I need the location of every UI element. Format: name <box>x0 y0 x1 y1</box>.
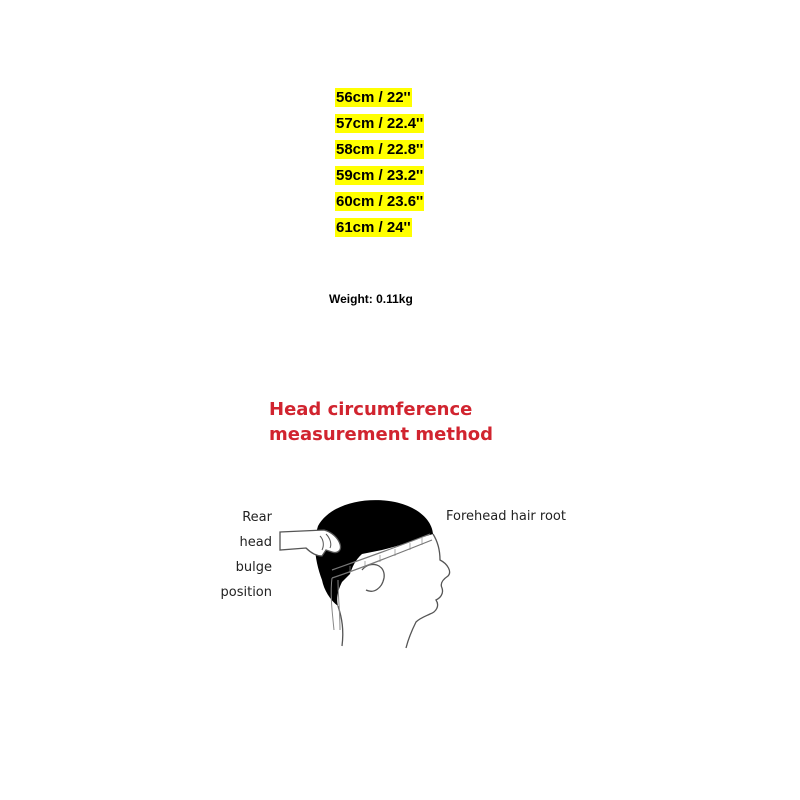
label-line: Rear <box>242 510 272 525</box>
label-line: head <box>239 535 272 550</box>
label-line: bulge <box>235 560 272 575</box>
hair-shape <box>315 500 433 606</box>
forehead-label: Forehead hair root <box>446 509 566 524</box>
size-item <box>335 140 424 166</box>
size-label: 56cm / 22'' <box>336 89 411 106</box>
size-label: 61cm / 24'' <box>336 219 411 236</box>
face-outline <box>406 534 450 648</box>
ear-outline <box>362 564 384 591</box>
size-label: 58cm / 22.8'' <box>336 141 424 158</box>
size-item <box>335 166 424 192</box>
rear-head-label <box>221 505 273 605</box>
weight-text: Weight: 0.11kg <box>329 292 413 306</box>
size-label: 57cm / 22.4'' <box>336 115 424 132</box>
size-item <box>335 114 424 140</box>
hand-shape <box>280 530 341 556</box>
size-item <box>335 218 424 244</box>
size-label: 59cm / 23.2'' <box>336 167 424 184</box>
measurement-heading <box>269 397 493 447</box>
label-line: position <box>220 585 272 600</box>
size-item <box>335 88 424 114</box>
size-label: 60cm / 23.6'' <box>336 193 424 210</box>
size-list <box>335 88 424 244</box>
head-measurement-illustration <box>270 490 470 650</box>
heading-line: Head circumference <box>269 399 473 420</box>
size-item <box>335 192 424 218</box>
heading-line: measurement method <box>269 424 494 445</box>
